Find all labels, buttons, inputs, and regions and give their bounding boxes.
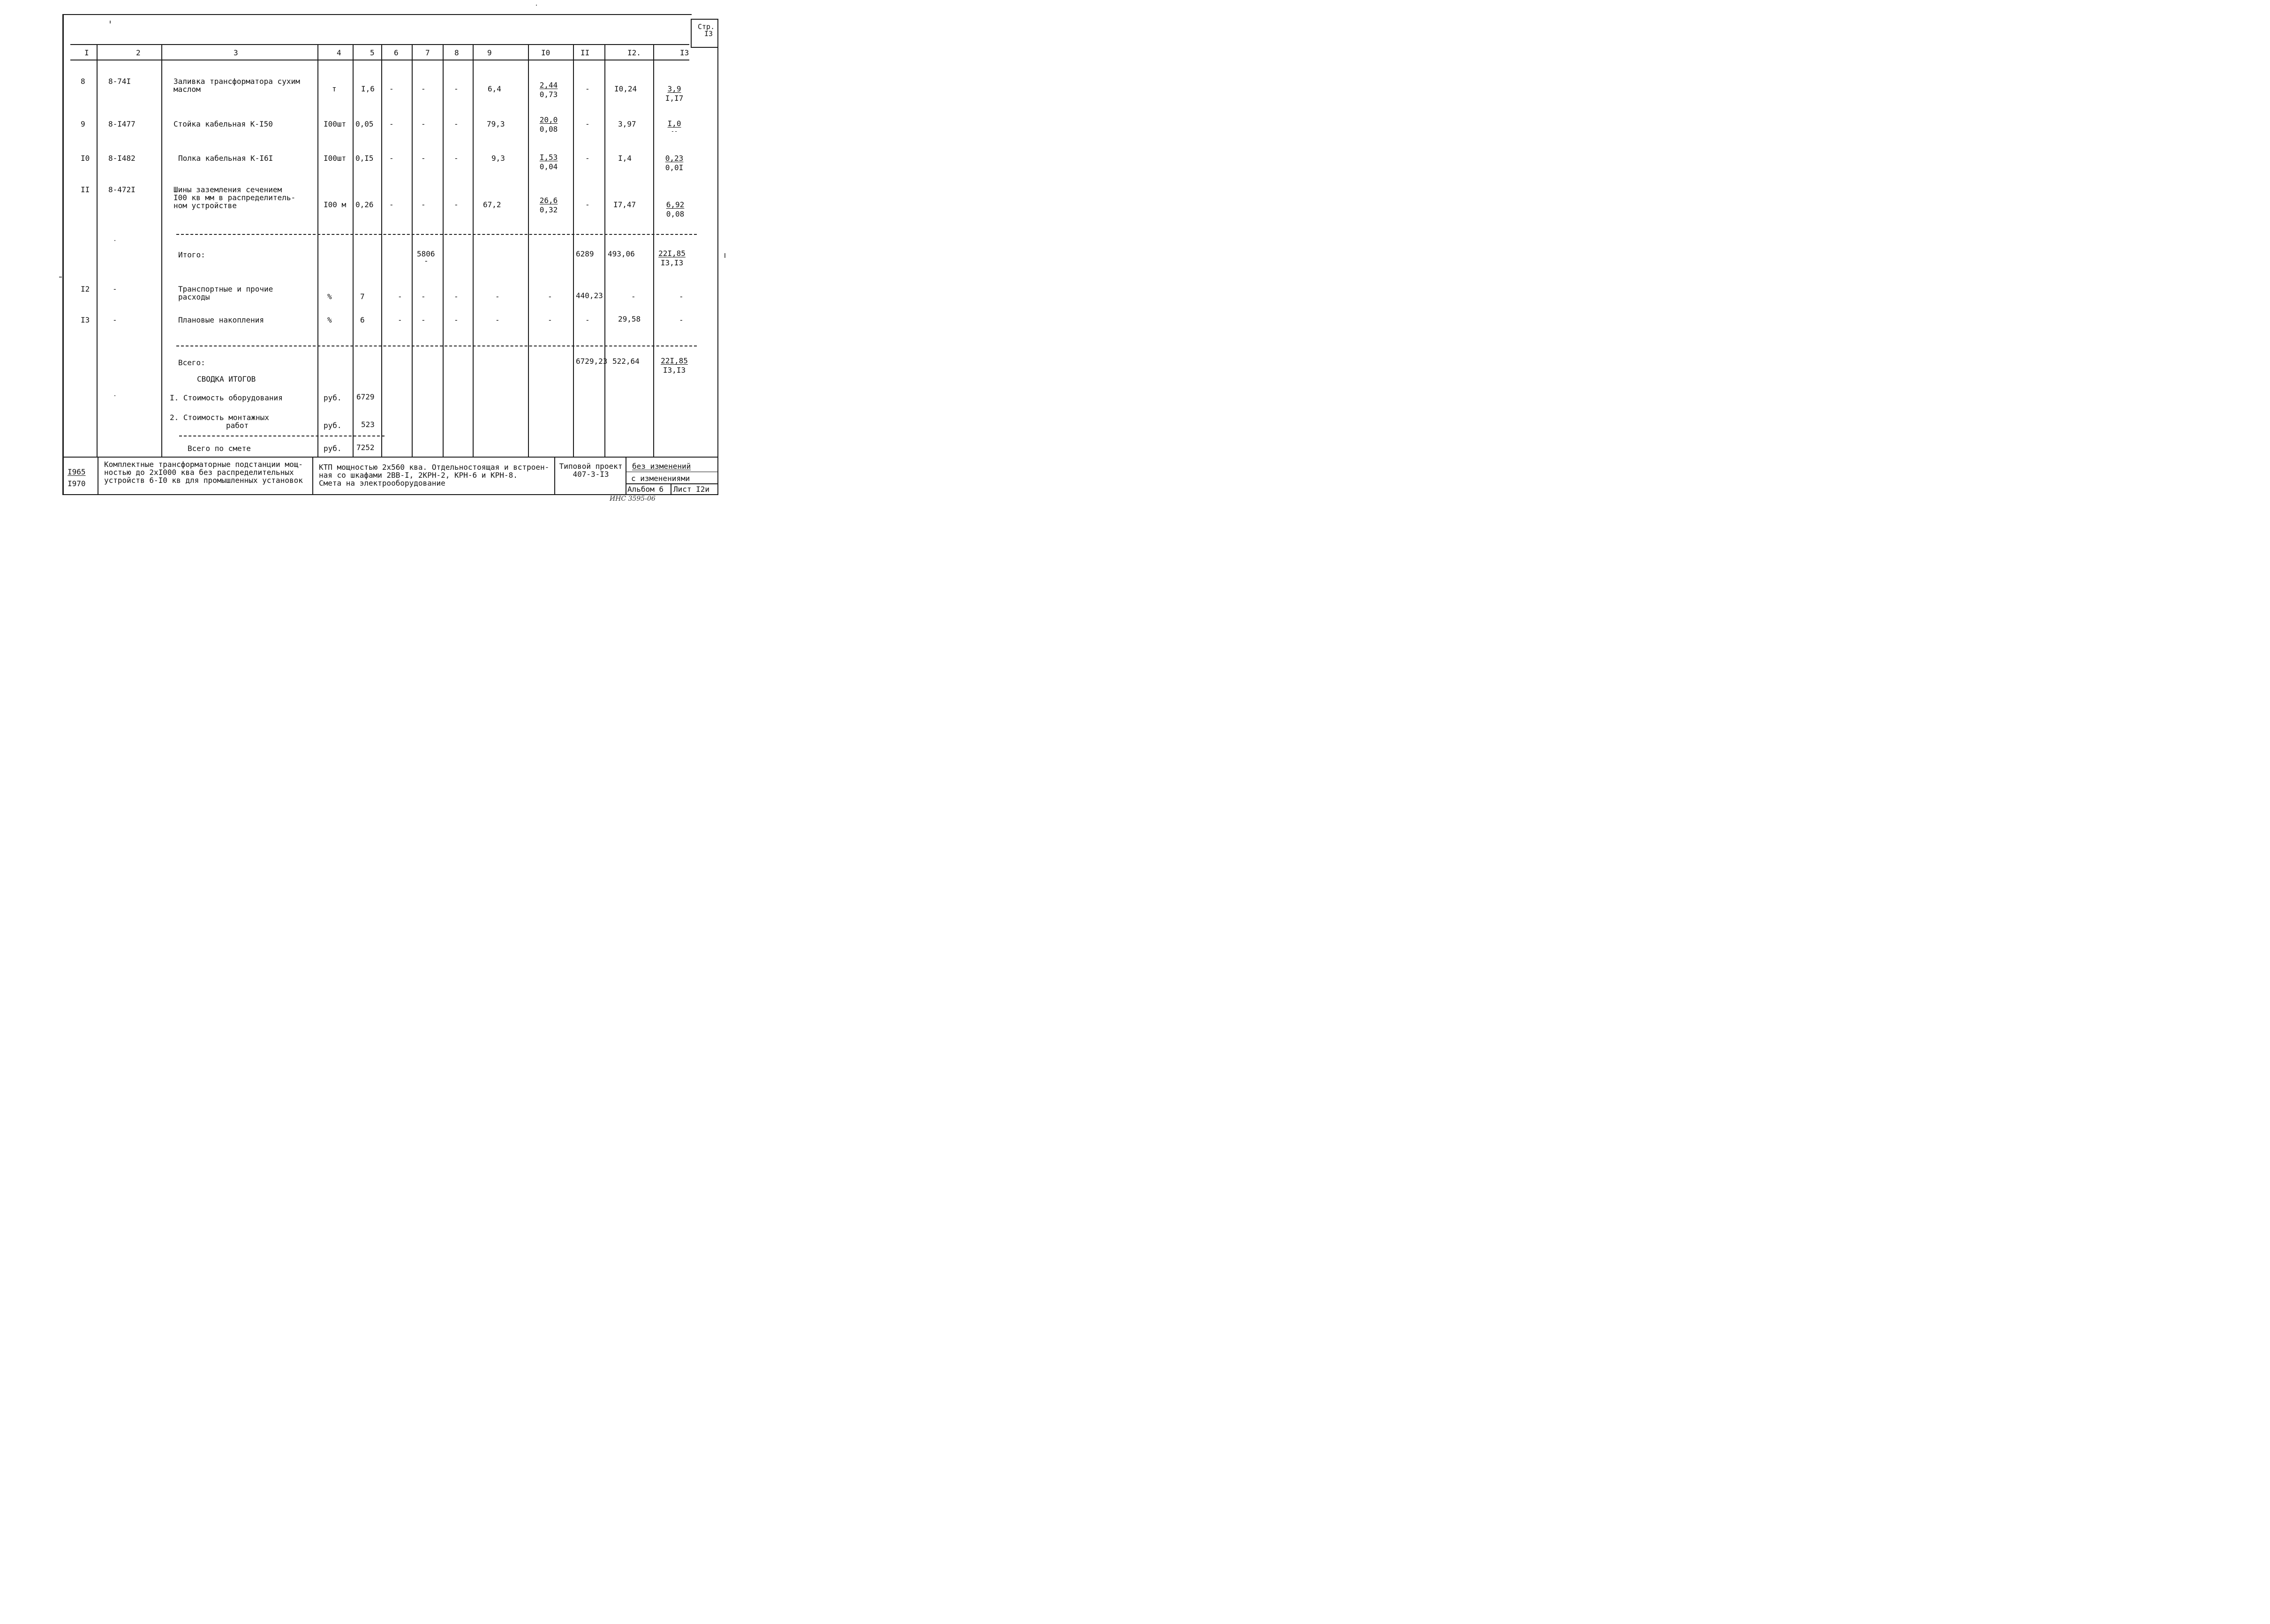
stamp-title [319,463,549,487]
col-sep-8 [473,44,474,457]
stamp-title-line: КТП мощностью 2х560 ква. Отдельностоящая и встроен- [319,463,550,472]
row-c10-top: 26,6 [539,196,558,205]
row-name-line: Полка кабельная К-I6I [178,154,273,163]
row-c10-bottom: 0,32 [539,205,558,214]
row-qty: 7 [360,292,365,301]
row-c11: - [585,120,590,128]
row-code: 8-I482 [108,154,136,163]
row-c11: - [585,84,590,93]
row-name-line: маслом [173,85,201,94]
row-c13-bottom: -- [671,128,678,135]
stamp-description [104,460,303,484]
stamp-sep-2 [312,457,313,495]
stamp-project [558,462,624,478]
row-c8: - [454,84,459,93]
summary-total-unit: руб. [324,444,342,453]
col-sep-2 [161,44,162,457]
subtotal-c7: 5806 [417,249,435,258]
row-name [178,285,273,301]
row-name-line: Шины заземления сечением [173,185,282,194]
row-number: I2 [81,285,90,293]
summary-item-label [170,414,269,429]
stamp-description-line: Комплектные трансформаторные подстанции мощ- [104,460,303,469]
row-c6: - [389,120,394,128]
row-number: II [81,185,90,194]
row-c7: - [421,316,426,324]
row-c11: - [585,316,590,324]
col-header-4: 4 [337,48,341,57]
subtotal-c7-sub: - [424,256,429,265]
row-name-line: расходы [178,293,210,301]
row-c10: - [548,316,552,324]
page-box-top [691,19,718,20]
row-c6: - [389,200,394,209]
page-label-line1: Стр. [698,23,715,31]
row-c9: 67,2 [483,200,501,209]
row-c13-fraction [662,200,688,219]
col-sep-10 [573,44,574,457]
row-c12: I0,24 [614,84,637,93]
row-c6: - [398,316,402,324]
col-sep-5 [381,44,382,457]
row-c13-bottom: 0,0I [665,163,684,172]
row-c10-bottom: 0,08 [539,125,558,134]
row-number: I0 [81,154,90,163]
row-unit: I00шт [324,154,347,163]
row-number: I3 [81,316,90,324]
row-c7: - [421,154,426,163]
row-c13-top: 3,9 [667,84,681,93]
row-c13-top: 0,23 [665,154,684,163]
stamp-year-bottom: I970 [68,479,86,488]
subtotal-c11: 6289 [576,249,594,258]
col-sep-6 [412,44,413,457]
row-name: Плановые накопления [178,316,264,324]
row-name [173,186,295,210]
scan-speck [114,240,115,241]
row-c10-fraction [535,153,563,172]
scan-speck [59,277,62,278]
row-c8: - [454,292,459,301]
row-c12: - [631,292,636,301]
row-code: 8-I477 [108,120,136,128]
row-unit: % [327,292,332,301]
col-sep-7 [443,44,444,457]
row-number: 9 [81,120,85,128]
header-top-line [70,44,689,45]
row-c6: - [389,154,394,163]
stamp-title-line: ная со шкафами 2ВВ-I, 2КРН-2, КРН-6 и КРН-8. [319,471,518,480]
page-box-bottom [691,47,718,48]
row-c13-fraction [662,84,686,103]
row-c8: - [454,154,459,163]
row-c11: - [585,200,590,209]
subtotal-c12: 493,06 [608,249,635,258]
summary-item-label: I. Стоимость оборудования [170,393,283,402]
dashed-separator [176,234,697,235]
row-c10-bottom: 0,04 [539,162,558,171]
row-c13-fraction [662,154,686,173]
row-c10-fraction [535,115,563,134]
col-header-10: I0 [541,48,551,57]
stamp-status-with-changes: с изменениями [631,474,690,483]
scan-speck [536,5,537,6]
summary-item-value: 523 [361,420,375,429]
stamp-project-line: 407-3-I3 [573,470,609,479]
frame-right-line [717,19,718,495]
col-header-13: I3 [680,48,689,57]
col-header-1: I [84,48,89,57]
col-header-9: 9 [487,48,492,57]
row-c13: - [679,316,684,324]
row-c12: 3,97 [618,120,636,128]
summary-item-label-line: 2. Стоимость монтажных [170,413,269,422]
row-c10-top: I,53 [539,153,558,162]
row-c12: 29,58 [618,315,641,323]
row-c6: - [398,292,402,301]
row-c13-top: 6,92 [666,200,685,209]
summary-item-unit: руб. [324,393,342,402]
page-box-left [691,19,692,48]
row-c13-bottom: I,I7 [665,94,684,103]
row-c9: - [495,292,500,301]
row-qty: 0,I5 [355,154,374,163]
row-name-line: Транспортные и прочие [178,285,273,293]
row-c13: - [679,292,684,301]
row-name-line: I00 кв мм в распределитель- [173,193,296,202]
stamp-status-line-2 [626,483,718,484]
row-name-line: Заливка трансформатора сухим [173,77,300,86]
row-name [173,120,273,128]
frame-top-line [63,14,692,15]
row-c7: - [421,200,426,209]
row-c9: 79,3 [487,120,505,128]
summary-total-value: 7252 [356,443,375,452]
row-c10-fraction [535,81,563,99]
row-c13-bottom: 0,08 [666,210,685,218]
row-qty: 0,26 [355,200,374,209]
row-c11: - [585,154,590,163]
col-header-7: 7 [425,48,430,57]
total-c11: 6729,23 [576,357,608,366]
subtotal-c13-top: 22I,85 [658,249,686,258]
row-code: 8-74I [108,77,131,86]
row-c10-fraction [535,196,563,215]
row-code: - [113,316,117,324]
col-header-8: 8 [454,48,459,57]
col-header-6: 6 [394,48,399,57]
subtotal-label: Итого: [178,250,205,259]
row-qty: 6 [360,316,365,324]
stamp-year-top: I965 [68,467,86,476]
col-header-3: 3 [234,48,238,57]
row-c7: - [421,292,426,301]
scan-speck [114,395,115,396]
col-header-2: 2 [136,48,141,57]
summary-item-unit: руб. [324,421,342,430]
total-label: Всего: [178,358,205,367]
summary-total-label: Всего по смете [188,444,251,453]
row-code: - [113,285,117,293]
row-unit: I00шт [324,120,347,128]
row-c9: 6,4 [488,84,501,93]
row-c10-top: 20,0 [539,115,558,124]
total-c13-bottom: I3,I3 [663,366,686,375]
row-number: 8 [81,77,85,86]
summary-item-label-line: работ [226,421,249,430]
stamp-description-line: устройств 6-I0 кв для промышленных установок [104,476,303,485]
stamp-album: Альбом 6 [627,485,664,494]
summary-title: СВОДКА ИТОГОВ [197,375,256,383]
col-header-5: 5 [370,48,375,57]
row-unit: I00 м [324,200,347,209]
col-header-12: I2. [627,48,641,57]
total-c13-fraction [656,356,692,375]
row-c6: - [389,84,394,93]
frame-left-line [62,14,64,495]
page-label-line2: I3 [704,30,713,38]
row-c8: - [454,120,459,128]
row-c8: - [454,200,459,209]
subtotal-c13-fraction [652,249,692,268]
stamp-sheet: Лист I2и [673,485,710,494]
scan-speck [110,21,111,23]
row-unit: % [327,316,332,324]
page-label [698,23,715,38]
row-c13-fraction [662,119,686,134]
scan-speck [724,253,725,258]
row-c10: - [548,292,552,301]
stamp-sep-3 [554,457,555,495]
stamp-status-no-changes: без изменений [632,462,691,471]
col-sep-3 [317,44,318,457]
row-code: 8-472I [108,185,136,194]
row-c7: - [421,120,426,128]
row-unit: т [332,84,337,93]
row-c13-top: I,0 [667,119,681,128]
row-c7: - [421,84,426,93]
total-c13-top: 22I,85 [661,356,688,365]
total-c12: 522,64 [612,357,640,366]
row-c9: - [495,316,500,324]
row-name [178,154,273,162]
row-c10-top: 2,44 [539,81,558,90]
col-sep-9 [528,44,529,457]
row-name-line: ном устройстве [173,201,237,210]
subtotal-c13-bottom: I3,I3 [660,258,684,267]
col-sep-1 [97,44,98,457]
col-header-11: II [581,48,590,57]
stamp-top-line [62,457,718,458]
row-c9: 9,3 [491,154,505,163]
row-name-line: Стойка кабельная К-I50 [173,120,273,128]
handwritten-inventory-number: ИНС 3595-06 [610,495,656,503]
stamp-title-line: Смета на электрооборудование [319,479,445,488]
summary-item-value: 6729 [356,392,375,401]
stamp-project-line: Типовой проект [559,462,623,471]
row-qty: I,6 [361,84,375,93]
row-c12: I7,47 [613,200,636,209]
stamp-description-line: ностью до 2хI000 ква без распределительных [104,468,294,477]
row-name [173,77,300,93]
col-sep-11 [604,44,605,457]
row-c11: 440,23 [576,291,603,300]
row-qty: 0,05 [355,120,374,128]
row-c12: I,4 [618,154,632,163]
row-c10-bottom: 0,73 [539,90,558,99]
col-sep-4 [353,44,354,457]
row-c8: - [454,316,459,324]
